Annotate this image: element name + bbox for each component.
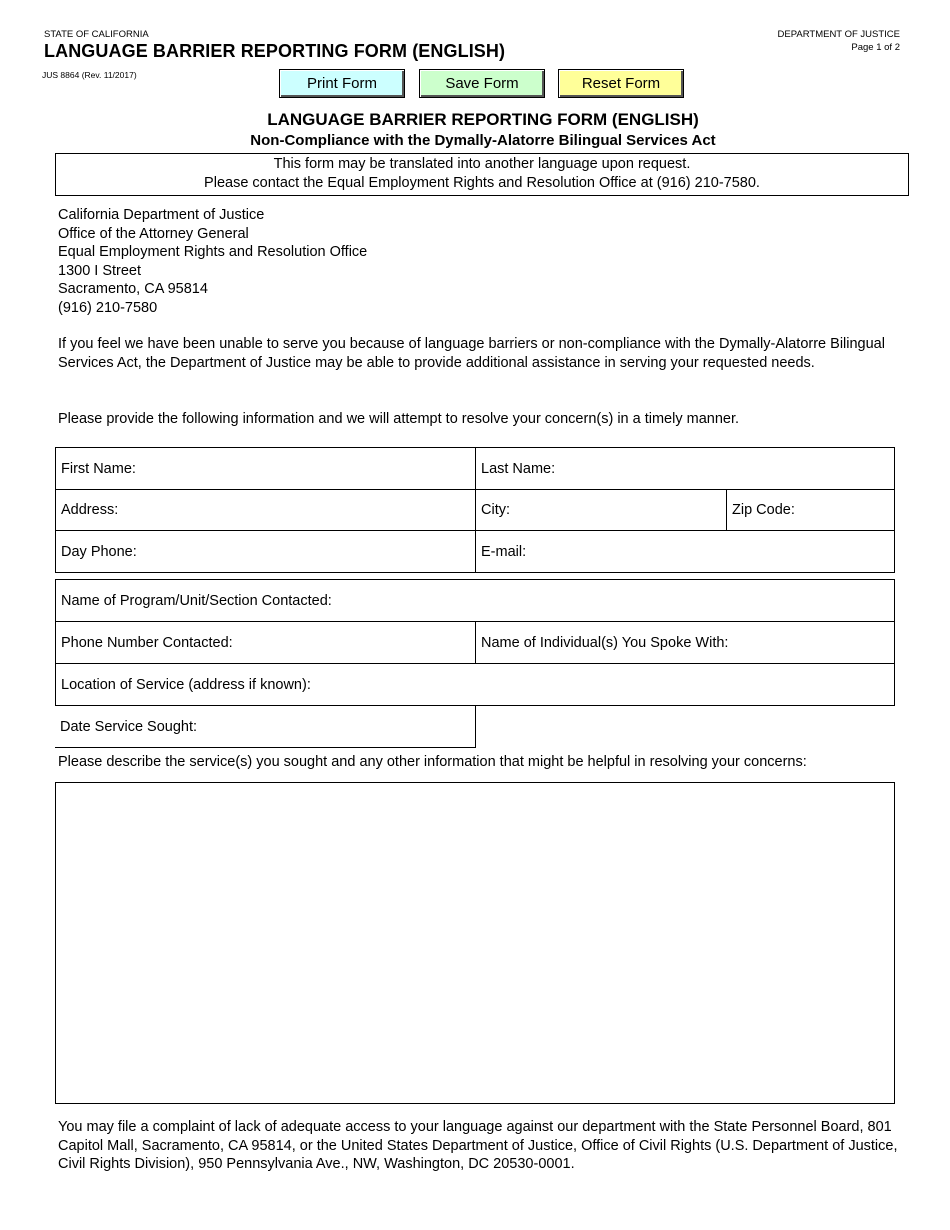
form-code: JUS 8864 (Rev. 11/2017) <box>42 70 137 80</box>
phone-contacted-field[interactable] <box>55 621 476 664</box>
address-line: Equal Employment Rights and Resolution Office <box>58 244 368 261</box>
phone-contacted-label: Phone Number Contacted: <box>61 634 233 651</box>
state-label: STATE OF CALIFORNIA <box>44 29 149 40</box>
date-sought-field[interactable] <box>55 705 476 748</box>
address-line: (916) 210-7580 <box>58 299 158 316</box>
describe-label: Please describe the service(s) you sought and any other information that might be helpful in resolving your concerns: <box>58 754 807 770</box>
zip-code-field[interactable] <box>726 489 895 531</box>
address-field[interactable] <box>55 489 476 531</box>
translation-notice <box>55 153 909 196</box>
address-label: Address: <box>61 502 119 518</box>
notice-line-1: This form may be translated into another language upon request. <box>273 156 691 172</box>
location-label: Location of Service (address if known): <box>61 676 311 693</box>
email-field[interactable] <box>475 530 895 573</box>
location-field[interactable] <box>55 663 895 706</box>
last-name-field[interactable] <box>475 447 895 490</box>
first-name-label: First Name: <box>61 460 136 477</box>
day-phone-label: Day Phone: <box>61 543 137 560</box>
page-subtitle: Non-Compliance with the Dymally-Alatorre Bilingual Services Act <box>250 132 716 149</box>
print-form-button[interactable]: Print Form <box>279 69 405 98</box>
last-name-label: Last Name: <box>481 460 556 477</box>
program-label: Name of Program/Unit/Section Contacted: <box>61 592 332 609</box>
page-number: Page 1 of 2 <box>851 42 900 53</box>
date-sought-label: Date Service Sought: <box>60 718 198 735</box>
first-name-field[interactable] <box>55 447 476 490</box>
individuals-label: Name of Individual(s) You Spoke With: <box>481 634 729 651</box>
form-title: LANGUAGE BARRIER REPORTING FORM (ENGLISH) <box>44 41 506 61</box>
program-field[interactable] <box>55 579 895 622</box>
reset-form-button[interactable]: Reset Form <box>558 69 684 98</box>
department-label: DEPARTMENT OF JUSTICE <box>777 29 900 40</box>
intro-paragraph: If you feel we have been unable to serve you because of language barriers or non-compliance with the Dymally-Alatorre Bilingual Services Act, the Department of Justice may be able to provide additional assistance in serving your requested needs. <box>58 336 885 371</box>
email-label: E-mail: <box>481 543 527 560</box>
zip-code-label: Zip Code: <box>732 502 795 518</box>
city-field[interactable] <box>475 489 727 531</box>
instructions-paragraph: Please provide the following information and we will attempt to resolve your concern(s) in a timely manner. <box>58 411 740 427</box>
address-line: Sacramento, CA 95814 <box>58 281 208 298</box>
footer-note: You may file a complaint of lack of adequate access to your language against our department with the State Personnel Board, 801 Capitol Mall, Sacramento, CA 95814, or the United States Department of Justice, Office of Civil Rights (U.S. Department of Justice, Civil Rights Division), 950 Pennsylvania Ave., NW, Washington, DC 20530-0001. <box>58 1119 898 1173</box>
individuals-field[interactable] <box>475 621 895 664</box>
save-form-button[interactable]: Save Form <box>419 69 545 98</box>
day-phone-field[interactable] <box>55 530 476 573</box>
address-line: 1300 I Street <box>58 262 142 279</box>
address-line: California Department of Justice <box>58 207 265 223</box>
notice-line-2: Please contact the Equal Employment Rights and Resolution Office at (916) 210-7580. <box>204 175 760 191</box>
office-address <box>58 206 367 318</box>
city-label: City: <box>481 502 510 518</box>
address-line: Office of the Attorney General <box>58 225 249 242</box>
description-textarea[interactable] <box>55 782 895 1104</box>
page-title: LANGUAGE BARRIER REPORTING FORM (ENGLISH) <box>267 110 699 129</box>
